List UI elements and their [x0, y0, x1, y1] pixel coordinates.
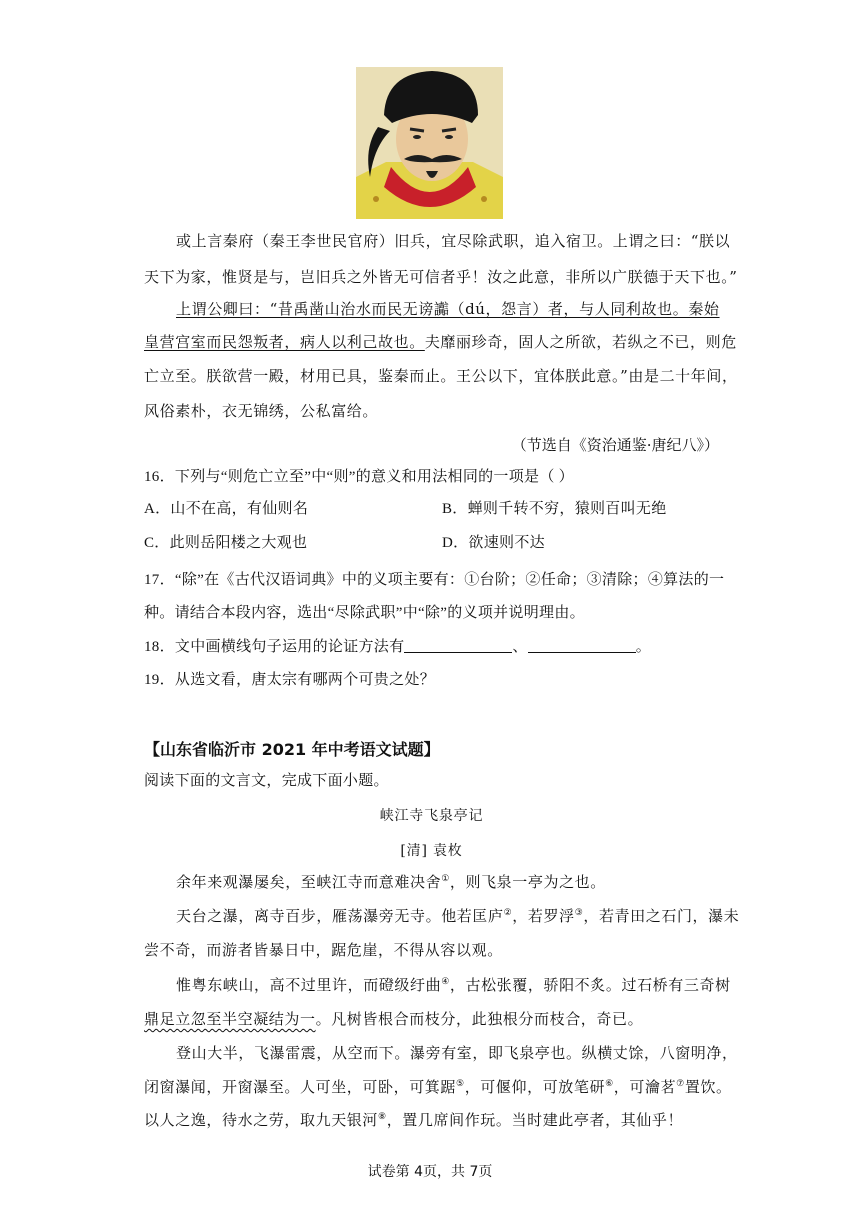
passage1-para2-line2	[144, 332, 737, 352]
passage2-para3-rest: 。凡树皆根合而枝分，此独根分而枝合，奇已。	[315, 1010, 644, 1028]
passage2-para4-a: 闭窗瀑闻，开窗瀑至。人可坐，可卧，可箕踞	[144, 1078, 457, 1096]
passage2-para4-line2	[144, 1077, 732, 1097]
passage2-para3-a: 惟粤东峡山，高不过里许，而磴级纡曲	[176, 976, 442, 994]
answer-blank-2[interactable]	[528, 638, 636, 653]
passage2-para4-line3-b: ，置几席间作玩。当时建此亭者，其仙乎！	[386, 1111, 684, 1129]
footnote-marker-3: ③	[574, 908, 584, 918]
emperor-portrait-image	[356, 67, 503, 219]
passage2-para4-d: 置饮。	[684, 1078, 732, 1096]
passage2-para4-line3	[144, 1110, 719, 1130]
question-19: 19．从选文看，唐太宗有哪两个可贵之处？	[144, 672, 436, 688]
question-16-option-c: C．此则岳阳楼之大观也	[144, 535, 308, 551]
footnote-marker-2: ②	[503, 908, 513, 918]
passage2-para2-c: ，若青田之石门，瀑未	[583, 907, 740, 925]
passage1-para1-line2: 天下为家，惟贤是与，岂旧兵之外皆无可信者乎！汝之此意，非所以广朕德于天下也。”	[144, 268, 738, 286]
question-16: 16．下列与“则危亡立至”中“则”的意义和用法相同的一项是（ ）	[144, 469, 574, 485]
footnote-marker-8: ⑧	[378, 1112, 387, 1122]
wavy-underlined-sentence: 鼎足立忽至半空凝结为一	[144, 1010, 316, 1028]
underlined-argument-sentence: 皇营宫室而民怨叛者，病人以利己故也。	[144, 333, 425, 351]
section-heading: 【山东省临沂市 2021 年中考语文试题】	[144, 740, 440, 759]
question-18-separator: 、	[512, 639, 528, 655]
footnote-marker-1: ①	[441, 874, 450, 884]
passage2-para2-a: 天台之瀑，离寺百步，雁荡瀑旁无寺。他若匡庐	[176, 907, 504, 925]
passage2-para3-line1	[176, 975, 751, 995]
page-footer: 试卷第 4页，共 7页	[367, 1164, 493, 1180]
question-17-line1: 17．“除”在《古代汉语词典》中的义项主要有：①台阶；②任命；③清除；④算法的一	[144, 572, 725, 588]
passage2-para3-b: ，古松张覆，骄阳不炙。过石桥有三奇树	[449, 976, 731, 994]
passage2-para1-end: ，则飞泉一亭为之也。	[449, 873, 606, 891]
passage1-para1-line1: 或上言秦府（秦王李世民官府）旧兵，宜尽除武职，追入宿卫。上谓之曰：“朕以	[176, 232, 731, 250]
passage2-para4-b: ，可偃仰，可放笔研	[464, 1078, 606, 1096]
question-18-end: 。	[635, 639, 652, 655]
footnote-marker-4: ④	[441, 977, 450, 987]
question-16-option-d: D．欲速则不达	[442, 535, 545, 551]
passage2-para1-text: 余年来观瀑屡矣，至峡江寺而意难决舍	[176, 873, 442, 891]
footnote-marker-5: ⑤	[456, 1079, 465, 1089]
question-17-line2: 种。请结合本段内容，选出“尽除武职”中“除”的义项并说明理由。	[144, 605, 585, 621]
footnote-marker-7: ⑦	[676, 1079, 685, 1089]
passage2-para4-line1: 登山大半，飞瀑雷震，从空而下。瀑旁有室，即飞泉亭也。纵横丈馀，八窗明净，	[176, 1044, 738, 1062]
passage1-para2-line3: 亡立至。朕欲营一殿，材用已具，鉴秦而止。王公以下，宜体朕此意。”由是二十年间，	[144, 367, 738, 385]
footnote-marker-6: ⑥	[605, 1079, 614, 1089]
passage1-para2-line2-rest: 夫靡丽珍奇，固人之所欲，若纵之不已，则危	[424, 333, 737, 351]
passage2-para4-c: ，可瀹茗	[613, 1078, 677, 1096]
passage2-para2-line1	[176, 906, 751, 926]
answer-blank-1[interactable]	[404, 638, 512, 653]
question-16-option-b: B．蝉则千转不穷，猿则百叫无绝	[442, 501, 667, 517]
passage1-source: （节选自《资治通鉴·唐纪八》）	[511, 436, 719, 454]
passage1-para2-line4: 风俗素朴，衣无锦绣，公私富给。	[144, 402, 379, 420]
passage2-para2-line2: 尝不奇，而游者皆暴日中，踞危崖，不得从容以观。	[144, 941, 503, 959]
passage2-para2-b: ，若罗浮	[512, 907, 575, 925]
question-18-text: 18．文中画横线句子运用的论证方法有	[144, 639, 405, 655]
question-18	[144, 637, 651, 657]
passage1-para2-line1: 上谓公卿曰：“昔禹凿山治水而民无谤讟（dú，怨言）者，与人同利故也。秦始	[176, 300, 720, 318]
passage2-title: 峡江寺飞泉亭记	[379, 808, 484, 824]
passage2-para3-line2	[144, 1009, 719, 1029]
passage2-author: [清] 袁枚	[400, 843, 463, 859]
section-instruction: 阅读下面的文言文，完成下面小题。	[144, 773, 389, 789]
question-16-option-a: A．山不在高，有仙则名	[144, 501, 309, 517]
passage2-para4-line3-a: 以人之逸，待水之劳，取九天银河	[144, 1111, 379, 1129]
passage2-para1	[176, 872, 751, 892]
